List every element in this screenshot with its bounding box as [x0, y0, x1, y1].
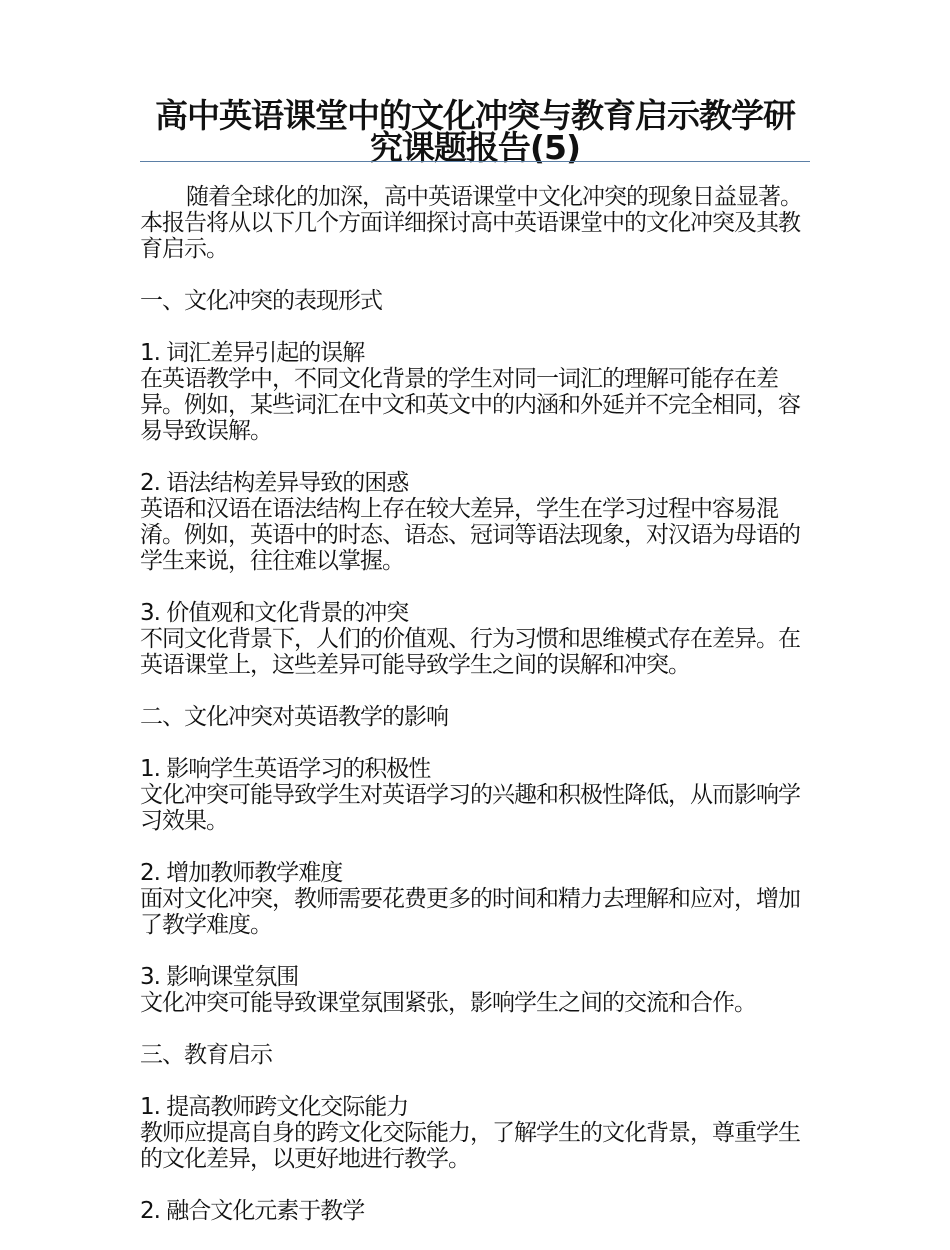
section-item	[140, 756, 812, 834]
section-heading: 三、教育启示	[140, 1042, 272, 1068]
section-1	[140, 288, 812, 678]
item-text: 文化冲突可能导致学生对英语学习的兴趣和积极性降低，从而影响学习效果。	[140, 782, 800, 834]
item-title: 3. 价值观和文化背景的冲突	[140, 600, 409, 626]
title-divider	[140, 161, 810, 162]
section-item	[140, 470, 812, 574]
section-item	[140, 964, 812, 1016]
item-text: 文化冲突可能导致课堂氛围紧张，影响学生之间的交流和合作。	[140, 990, 756, 1016]
item-text: 在英语教学中，不同文化背景的学生对同一词汇的理解可能存在差异。例如，某些词汇在中文和英文中的内涵和外延并不完全相同，容易导致误解。	[140, 366, 800, 444]
document-title: 高中英语课堂中的文化冲突与教育启示教学研究课题报告(5)	[155, 96, 795, 167]
section-item	[140, 600, 812, 678]
item-title: 3. 影响课堂氛围	[140, 964, 299, 990]
item-text: 不同文化背景下，人们的价值观、行为习惯和思维模式存在差异。在英语课堂上，这些差异可能导致学生之间的误解和冲突。	[140, 626, 800, 678]
section-item	[140, 340, 812, 444]
section-2	[140, 704, 812, 1016]
item-text: 英语和汉语在语法结构上存在较大差异，学生在学习过程中容易混淆。例如，英语中的时态、语态、冠词等语法现象，对汉语为母语的学生来说，往往难以掌握。	[140, 496, 800, 574]
section-3	[140, 1042, 812, 1224]
item-text: 面对文化冲突，教师需要花费更多的时间和精力去理解和应对，增加了教学难度。	[140, 886, 800, 938]
item-title: 2. 融合文化元素于教学	[140, 1198, 365, 1224]
section-heading: 一、文化冲突的表现形式	[140, 288, 382, 314]
item-text: 教师应提高自身的跨文化交际能力，了解学生的文化背景，尊重学生的文化差异，以更好地进行教学。	[140, 1120, 800, 1172]
section-heading: 二、文化冲突对英语教学的影响	[140, 704, 448, 730]
item-title: 1. 提高教师跨文化交际能力	[140, 1094, 409, 1120]
item-title: 1. 词汇差异引起的误解	[140, 340, 365, 366]
section-item	[140, 860, 812, 938]
item-title: 2. 语法结构差异导致的困惑	[140, 470, 409, 496]
section-item	[140, 1198, 812, 1224]
section-item	[140, 1094, 812, 1172]
document-body	[140, 184, 812, 1250]
item-title: 2. 增加教师教学难度	[140, 860, 343, 886]
item-title: 1. 影响学生英语学习的积极性	[140, 756, 431, 782]
intro-paragraph: 随着全球化的加深，高中英语课堂中文化冲突的现象日益显著。本报告将从以下几个方面详细探讨高中英语课堂中的文化冲突及其教育启示。	[140, 184, 802, 262]
